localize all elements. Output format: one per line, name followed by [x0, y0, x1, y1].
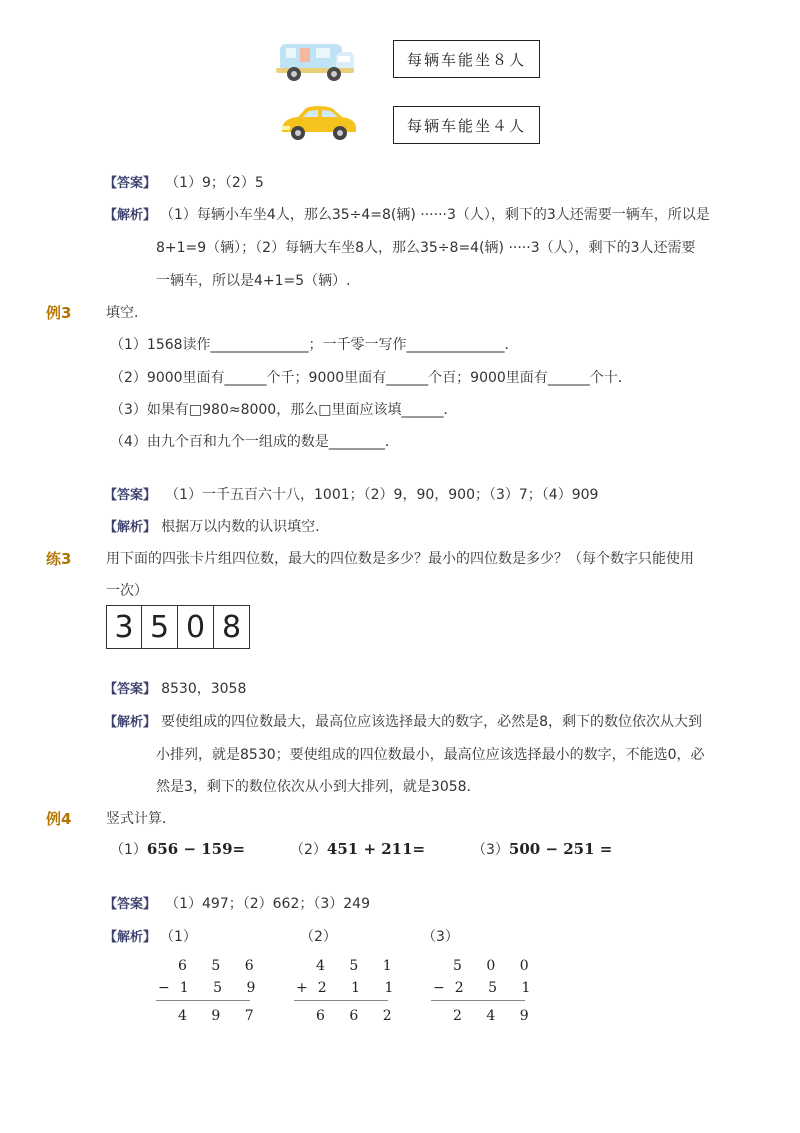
analysis-tag: 【解析】 [104, 208, 157, 223]
example-title: 填空． [106, 305, 148, 321]
digit-card: 0 [178, 605, 214, 649]
example-title: 竖式计算． [106, 811, 176, 827]
analysis-row [104, 711, 702, 731]
analysis-row [104, 516, 320, 536]
calc-result: 4 9 7 [178, 1008, 264, 1024]
answer-text: 8530，3058 [161, 681, 247, 697]
practice-line: 用下面的四张卡片组四位数，最大的四位数是多少？最小的四位数是多少？（每个数字只能使用 [106, 551, 694, 567]
problem-num: （1） [110, 842, 147, 858]
analysis-line: 8+1=9（辆）；（2）每辆大车坐8人，那么35÷8=4(辆) ·····3（人），剩下的3人还需要 [156, 240, 696, 256]
answer-tag: 【答案】 [104, 682, 157, 697]
analysis-line: 一辆车，所以是4+1=5（辆）. [156, 273, 351, 289]
problem-expr: 656 − 159= [146, 840, 246, 858]
calc-top: 5 0 0 [453, 958, 539, 974]
analysis-tag: 【解析】 [104, 520, 157, 535]
answer-row [104, 484, 598, 504]
analysis-tag: 【解析】 [104, 715, 157, 730]
analysis-line: 要使组成的四位数最大，最高位应该选择最大的数字，必然是8，剩下的数位依次从大到 [161, 714, 703, 730]
analysis-text: 根据万以内数的认识填空. [161, 519, 320, 535]
calc-result: 2 4 9 [453, 1008, 539, 1024]
answer-tag: 【答案】 [104, 488, 157, 503]
analysis-line: （1）每辆小车坐4人，那么35÷4=8(辆) ······3（人），剩下的3人还需要一辆车，所以是 [160, 207, 710, 223]
van-icon [276, 38, 358, 82]
analysis-line: 小排列，就是8530；要使组成的四位数最小，最高位应该选择最小的数字，不能选0，必 [156, 747, 705, 763]
digit-card: 8 [214, 605, 250, 649]
example-label: 例3 [46, 304, 72, 322]
answer-row [104, 893, 370, 913]
answer-tag: 【答案】 [104, 176, 157, 191]
calc-top: 4 5 1 [316, 958, 402, 974]
analysis-tag: 【解析】 [104, 930, 157, 945]
fill-item: （1）1568读作______________；一千零一写作______________． [110, 337, 519, 353]
calc-rule [156, 1000, 250, 1001]
digit-card: 5 [142, 605, 178, 649]
digit-card: 3 [106, 605, 142, 649]
practice-line: 一次） [106, 583, 148, 599]
problem-expr: 500 − 251 = [508, 840, 613, 858]
analysis-line: 然是3，剩下的数位依次从小到大排列，就是3058． [156, 779, 481, 795]
car-icon [278, 104, 360, 142]
fill-item: （3）如果有□980≈8000，那么□里面应该填______． [110, 402, 458, 418]
calc-num: （1） [160, 929, 197, 945]
problem [472, 839, 612, 859]
answer-tag: 【答案】 [104, 897, 157, 912]
calc-result: 6 6 2 [316, 1008, 402, 1024]
vehicle-label-van: 每辆车能坐８人 [393, 40, 540, 78]
calc-num: （2） [300, 929, 337, 945]
calc-op: −1 5 9 [158, 980, 266, 996]
analysis-row [104, 926, 156, 945]
calc-top: 6 5 6 [178, 958, 264, 974]
answer-row [104, 678, 246, 698]
problem-num: （2） [290, 842, 327, 858]
digit-cards [106, 605, 250, 649]
calc-rule [431, 1000, 525, 1001]
problem [290, 839, 425, 859]
problem-expr: 451 + 211= [326, 840, 426, 858]
problem-num: （3） [472, 842, 509, 858]
calc-rule [294, 1000, 388, 1001]
analysis-row [104, 204, 156, 223]
answer-text: （1）9；（2）5 [165, 175, 264, 191]
answer-text: （1）497；（2）662；（3）249 [165, 896, 370, 912]
calc-op: +2 1 1 [296, 980, 404, 996]
vehicle-label-car: 每辆车能坐４人 [393, 106, 540, 144]
calc-num: （3） [422, 929, 459, 945]
calc-op: −2 5 1 [433, 980, 541, 996]
practice-label: 练3 [46, 550, 72, 568]
fill-item: （4）由九个百和九个一组成的数是________． [110, 434, 399, 450]
fill-item: （2）9000里面有______个千；9000里面有______个百；9000里面有______个十． [110, 370, 632, 386]
problem [110, 839, 245, 859]
answer-text: （1）一千五百六十八，1001；（2）9，90，900；（3）7；（4）909 [165, 487, 599, 503]
example-label: 例4 [46, 810, 72, 828]
answer-row [104, 172, 264, 192]
